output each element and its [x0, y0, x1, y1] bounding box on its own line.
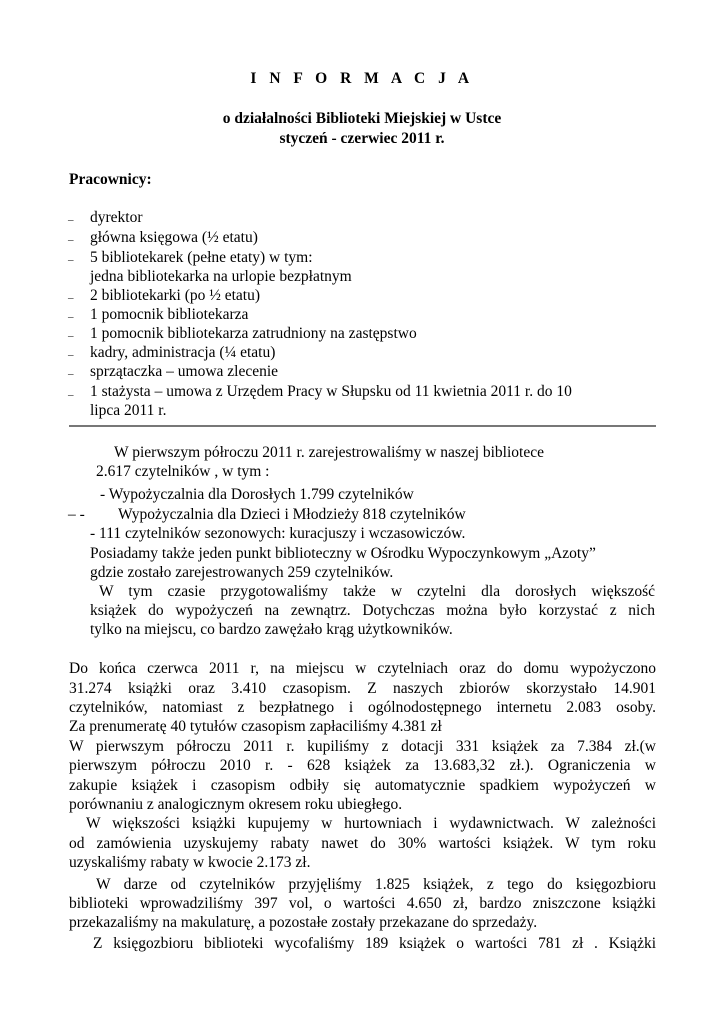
list-bullet: –: [68, 234, 74, 246]
list-bullet: –: [68, 389, 74, 401]
list-bullet: –: [68, 214, 74, 226]
staff-heading: Pracownicy:: [69, 171, 152, 188]
list-item: kadry, administracja (¼ etatu): [90, 344, 276, 361]
paragraph-line: zakupie książek i czasopism odbiły się automatycznie spadkiem wypożyczeń w: [69, 777, 656, 794]
paragraph-line: W większości książki kupujemy w hurtowniach i wydawnictwach. W zależności: [86, 815, 656, 832]
readers-item-dash: – -: [68, 506, 85, 523]
list-item-continuation: jedna bibliotekarka na urlopie bezpłatnym: [90, 268, 352, 285]
reading-room-line2: książek do wypożyczeń na zewnątrz. Dotychczas można było korzystać z nich: [90, 602, 655, 619]
list-item: 1 pomocnik bibliotekarza: [90, 306, 249, 323]
list-item: 1 stażysta – umowa z Urzędem Pracy w Słupsku od 11 kwietnia 2011 r. do 10: [90, 383, 572, 400]
readers-total: 2.617 czytelników , w tym :: [96, 463, 270, 480]
paragraph-line: pierwszym półroczu 2010 r. - 628 książek za 13.683,32 zł.). Ograniczenia w: [69, 757, 656, 774]
paragraph-line: biblioteki wprowadziliśmy 397 vol, o wartości 4.650 zł, bardzo zniszczone książki: [69, 895, 656, 912]
list-bullet: –: [68, 311, 74, 323]
readers-item-children: Wypożyczalnia dla Dzieci i Młodzieży 818 czytelników: [118, 506, 466, 523]
paragraph-line: 31.274 książki oraz 3.410 czasopism. Z naszych zbiorów skorzystało 14.901: [69, 680, 656, 697]
list-bullet: –: [68, 254, 74, 266]
readers-item-seasonal: - 111 czytelników sezonowych: kuracjuszy i wczasowiczów.: [90, 525, 466, 542]
list-bullet: –: [68, 330, 74, 342]
document-title: I N F O R M A C J A: [250, 70, 474, 87]
list-bullet: –: [68, 368, 74, 380]
list-item: 5 bibliotekarek (pełne etaty) w tym:: [90, 249, 313, 266]
paragraph-line: od zamówienia uzyskujemy rabaty nawet do 30% wartości książek. W tym roku: [69, 835, 656, 852]
list-item: 1 pomocnik bibliotekarza zatrudniony na zastępstwo: [90, 325, 417, 342]
list-item: dyrektor: [90, 209, 143, 226]
paragraph-line: przekazaliśmy na makulaturę, a pozostałe zostały przekazane do sprzedaży.: [69, 914, 538, 931]
paragraph-line: porównaniu z analogicznym okresem roku ubiegłego.: [69, 796, 403, 813]
paragraph-line: uzyskaliśmy rabaty w kwocie 2.173 zł.: [69, 854, 311, 871]
readers-item-adults: - Wypożyczalnia dla Dorosłych 1.799 czytelników: [100, 486, 414, 503]
paragraph-line: Do końca czerwca 2011 r, na miejscu w czytelniach oraz do domu wypożyczono: [69, 660, 656, 677]
reading-room-line3: tylko na miejscu, co bardzo zawężało krąg użytkowników.: [90, 621, 453, 638]
list-item-continuation: lipca 2011 r.: [90, 402, 167, 419]
horizontal-divider: [69, 425, 656, 427]
list-item: sprzątaczka – umowa zlecenie: [90, 363, 279, 380]
paragraph-line: W pierwszym półroczu 2011 r. kupiliśmy z dotacji 331 książek za 7.384 zł.(w: [69, 738, 656, 755]
paragraph-line: Za prenumeratę 40 tytułów czasopism zapłaciliśmy 4.381 zł: [69, 718, 442, 735]
reading-room-line1: W tym czasie przygotowaliśmy także w czytelni dla dorosłych większość: [99, 583, 655, 600]
list-bullet: –: [68, 349, 74, 361]
paragraph-line: czytelników, natomiast z bezpłatnego i ogólnodostępnego internetu 2.083 osoby.: [69, 699, 656, 716]
list-bullet: –: [68, 292, 74, 304]
readers-point-line1: Posiadamy także jeden punkt biblioteczny w Ośrodku Wypoczynkowym „Azoty”: [90, 545, 596, 562]
paragraph-line: W darze od czytelników przyjęliśmy 1.825 książek, z tego do księgozbioru: [96, 876, 656, 893]
paragraph-line: Z księgozbioru biblioteki wycofaliśmy 189 książek o wartości 781 zł . Książki: [93, 935, 656, 952]
document-subtitle-line1: o działalności Biblioteki Miejskiej w Ustce: [222, 110, 502, 127]
readers-intro: W pierwszym półroczu 2011 r. zarejestrowaliśmy w naszej bibliotece: [114, 444, 544, 461]
list-item: 2 bibliotekarki (po ½ etatu): [90, 287, 261, 304]
document-subtitle-line2: styczeń - czerwiec 2011 r.: [279, 130, 445, 147]
list-item: główna księgowa (½ etatu): [90, 229, 258, 246]
readers-point-line2: gdzie zostało zarejestrowanych 259 czytelników.: [90, 564, 394, 581]
